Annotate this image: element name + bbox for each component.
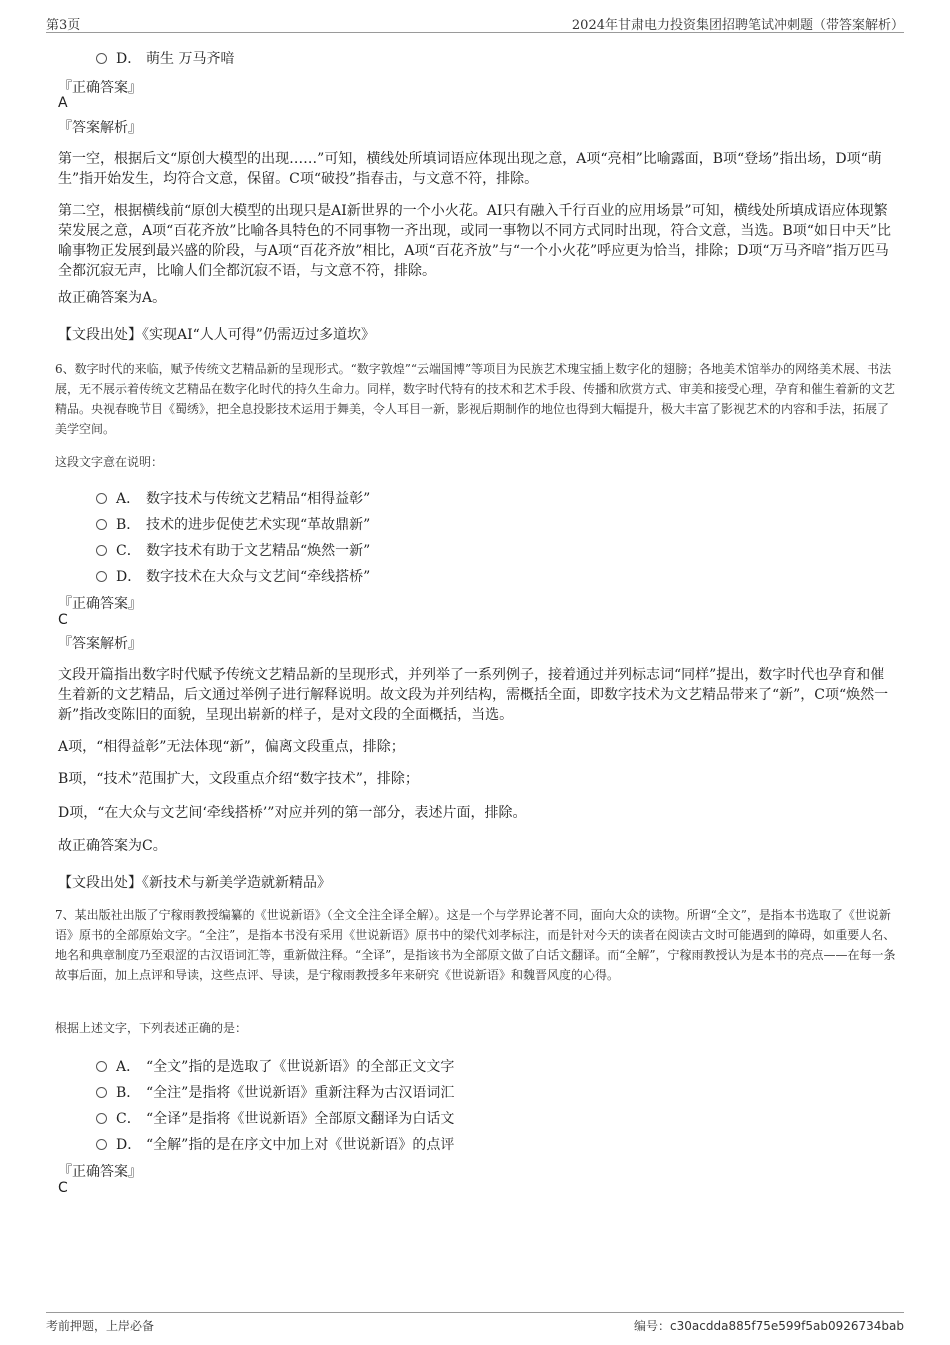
q6-analysis-para1: 文段开篇指出数字时代赋予传统文艺精品新的呈现形式，并列举了一系列例子，接着通过并列标志词“同样”提出，数字时代也孕育和催生着新的文艺精品，后文通过举例子进行解释说明。故文段为并列结构，需概括全面，即数字技术为文艺精品带来了“新”，C项“焕然一新”指改变陈旧的面貌，呈现出崭新的样子，是对文段的全面概括，当选。 [58, 667, 889, 723]
q5-source: 【文段出处】《实现AI“人人可得”仍需迈过多道坎》 [58, 327, 375, 343]
radio-icon[interactable] [96, 1139, 107, 1150]
q7-question: 根据上述文字，下列表述正确的是： [55, 1021, 248, 1035]
q6-option-b[interactable]: B． 技术的进步促使艺术实现“革故鼎新” [96, 514, 370, 534]
q7-option-c[interactable]: C． “全译”是指将《世说新语》全部原文翻译为白话文 [96, 1108, 454, 1128]
q6-analysis-para2: A项，“相得益彰”无法体现“新”，偏离文段重点，排除； [58, 739, 405, 755]
radio-icon[interactable] [96, 53, 107, 64]
q5-conclusion: 故正确答案为A。 [58, 290, 167, 306]
q5-analysis-label: 『答案解析』 [58, 120, 142, 136]
document-title: 2024年甘肃电力投资集团招聘笔试冲刺题（带答案解析） [571, 18, 904, 33]
q6-source: 【文段出处】《新技术与新美学造就新精品》 [58, 875, 331, 891]
q5-answer-label: 『正确答案』 [58, 80, 142, 96]
radio-icon[interactable] [96, 545, 107, 556]
radio-icon[interactable] [96, 1061, 107, 1072]
radio-icon[interactable] [96, 571, 107, 582]
footer-slogan: 考前押题，上岸必备 [46, 1319, 155, 1333]
q6-answer-label: 『正确答案』 [58, 596, 142, 612]
q6-conclusion: 故正确答案为C。 [58, 838, 167, 854]
q6-analysis-para3: B项，“技术”范围扩大，文段重点介绍“数字技术”，排除； [58, 771, 419, 787]
q7-answer: C [58, 1180, 68, 1196]
q6-answer: C [58, 612, 68, 628]
q6-option-c[interactable]: C． 数字技术有助于文艺精品“焕然一新” [96, 540, 370, 560]
radio-icon[interactable] [96, 493, 107, 504]
q6-stem: 6、数字时代的来临，赋予传统文艺精品新的呈现形式。“数字敦煌”“云端国博”等项目为民族艺术瑰宝插上数字化的翅膀；各地美术馆举办的网络美术展、书法展，无不展示着传统文艺精品在数字化时代的持久生命力。同样，数字时代特有的技术和艺术手段、传播和欣赏方式、审美和接受心理，孕育和催生着新的文艺精品。央视春晚节目《蜀绣》，把全息投影技术运用于舞美，令人耳目一新，影视后期制作的地位也得到大幅提升，极大丰富了影视艺术的内容和手法，拓展了美学空间。 [55, 362, 896, 436]
q7-option-d[interactable]: D． “全解”指的是在序文中加上对《世说新语》的点评 [96, 1134, 454, 1154]
q5-option-d[interactable]: D． 萌生 万马齐喑 [96, 48, 234, 68]
page-number: 第3页 [46, 18, 81, 33]
q6-option-d[interactable]: D． 数字技术在大众与文艺间“牵线搭桥” [96, 566, 370, 586]
q7-option-a[interactable]: A． “全文”指的是选取了《世说新语》的全部正文文字 [96, 1056, 454, 1076]
q7-option-b[interactable]: B． “全注”是指将《世说新语》重新注释为古汉语词汇 [96, 1082, 454, 1102]
q6-option-a[interactable]: A． 数字技术与传统文艺精品“相得益彰” [96, 488, 370, 508]
q7-stem: 7、某出版社出版了宁稼雨教授编纂的《世说新语》（全文全注全译全解）。这是一个与学界论著不同，面向大众的读物。所谓“全文”，是指本书选取了《世说新语》原书的全部原始文字。“全注”，是指本书没有采用《世说新语》原书中的梁代刘孝标注，而是针对今天的读者在阅读古文时可能遇到的障碍，如重要人名、地名和典章制度乃至艰涩的古汉语词汇等，重新做注释。“全译”，是指该书为全部原文做了白话文翻译。而“全解”，宁稼雨教授认为是本书的亮点——在每一条故事后面，加上点评和导读，这些点评、导读，是宁稼雨教授多年来研究《世说新语》和魏晋风度的心得。 [55, 908, 896, 982]
radio-icon[interactable] [96, 1087, 107, 1098]
q5-analysis-para1: 第一空，根据后文“原创大模型的出现……”可知，横线处所填词语应体现出现之意，A项“亮相”比喻露面，B项“登场”指出场，D项“萌生”指开始发生，均符合文意，保留。C项“破投”指春击，与文意不符，排除。 [58, 151, 882, 187]
page-header [46, 12, 904, 33]
q6-analysis-label: 『答案解析』 [58, 636, 142, 652]
q5-answer: A [58, 95, 68, 111]
radio-icon[interactable] [96, 1113, 107, 1124]
q6-question: 这段文字意在说明： [55, 455, 164, 469]
q5-analysis-para2: 第二空，根据横线前“原创大模型的出现只是AI新世界的一个小火花。AI只有融入千行百业的应用场景”可知，横线处所填成语应体现繁荣发展之意，A项“百花齐放”比喻各具特色的不同事物一齐出现，或同一事物以不同方式同时出现，符合文意，当选。B项“如日中天”比喻事物正发展到最兴盛的阶段，与A项“百花齐放”相比，A项“百花齐放”与“一个小火花”呼应更为恰当，排除；D项“万马齐喑”指万匹马全都沉寂无声，比喻人们全都沉寂不语，与文意不符，排除。 [58, 203, 892, 279]
q6-analysis-para4: D项，“在大众与文艺间‘牵线搭桥’”对应并列的第一部分，表述片面，排除。 [58, 805, 527, 821]
page-footer [46, 1312, 904, 1335]
radio-icon[interactable] [96, 519, 107, 530]
document-code: 编号：c30acdda885f75e599f5ab0926734bab [634, 1319, 904, 1333]
q7-answer-label: 『正确答案』 [58, 1164, 142, 1180]
